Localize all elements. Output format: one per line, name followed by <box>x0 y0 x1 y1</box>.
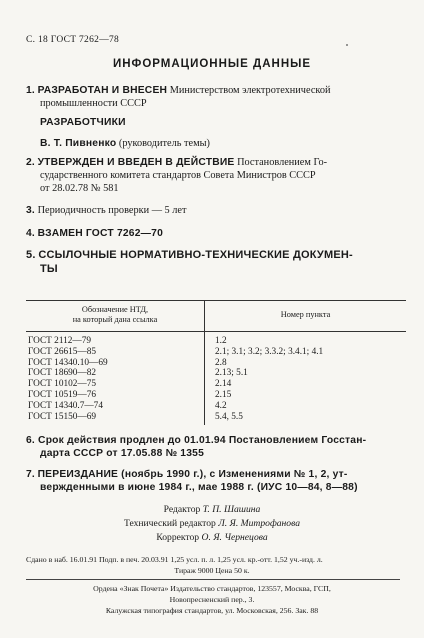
editors-block <box>0 503 424 545</box>
corrector-line: Корректор О. Я. Чернецова <box>156 532 268 543</box>
item-5-number: 5. <box>26 249 36 261</box>
print-info-line-1: Сдано в наб. 16.01.91 Подп. в печ. 20.03.91 1,25 усл. п. л. 1,25 усл. кр.-отт. 1,52 уч.-изд. л. <box>26 555 323 564</box>
table-cell-clause: 2.15 <box>215 389 232 400</box>
column-header-document: Обозначение НТД, на который дана ссылка <box>26 301 205 332</box>
item-1 <box>26 84 331 110</box>
reference-table <box>26 300 406 425</box>
item-1-text: Министерством электротехнической <box>167 85 331 96</box>
table-row <box>26 379 406 390</box>
document-title: ИНФОРМАЦИОННЫЕ ДАННЫЕ <box>112 58 312 70</box>
table-cell-clause: 2.13; 5.1 <box>215 368 248 379</box>
table-cell-document: ГОСТ 2112—79 <box>26 332 205 347</box>
item-7-heading: ПЕРЕИЗДАНИЕ <box>37 469 119 480</box>
footer-line-1: Ордена «Знак Почета» Издательство стандартов, 123557, Москва, ГСП, <box>93 584 331 593</box>
developers-entry <box>26 137 210 150</box>
table-header-row <box>26 301 406 332</box>
developers-block <box>26 116 126 129</box>
table-cell-document: ГОСТ 10519—76 <box>26 390 205 401</box>
column-header-clause: Номер пункта <box>205 301 407 332</box>
print-info-line-2: Тираж 9000 Цена 50 к. <box>174 566 250 575</box>
item-4-number: 4. <box>26 228 35 239</box>
item-1-line-2: промышленности СССР <box>40 98 147 109</box>
table-row <box>26 347 406 358</box>
item-1-number: 1. <box>26 85 35 96</box>
footer-line-3: Калужская типография стандартов, ул. Московская, 256. Зак. 88 <box>105 606 319 615</box>
item-2-line-3: от 28.02.78 № 581 <box>40 183 119 194</box>
item-6 <box>26 434 366 460</box>
item-6-number: 6. <box>26 435 35 446</box>
table-row <box>26 332 406 347</box>
item-2 <box>26 156 327 195</box>
item-5 <box>26 249 353 276</box>
developer-role: (руководитель темы) <box>116 138 210 149</box>
footer-divider <box>26 579 400 580</box>
table-cell-clause: 1.2 <box>215 336 227 346</box>
tech-editor-name: Л. Я. Митрофанова <box>218 518 301 529</box>
item-6-line-2: дарта СССР от 17.05.88 № 1355 <box>40 448 205 459</box>
footer-line-2: Новопресненский пер., 3. <box>169 595 255 604</box>
table-cell-document: ГОСТ 15150—69 <box>26 412 205 426</box>
table-cell-clause: 5.4, 5.5 <box>215 411 243 422</box>
item-5-line-2: ТЫ <box>40 262 58 275</box>
table-row <box>26 412 406 426</box>
page-header: С. 18 ГОСТ 7262—78 <box>26 35 120 45</box>
item-2-text: Постановлением Го- <box>234 157 328 168</box>
editor-line: Редактор Т. П. Шашина <box>163 504 261 515</box>
table-cell-clause: 2.14 <box>215 379 232 390</box>
table-cell-document: ГОСТ 14340.10—69 <box>26 358 205 369</box>
table-row <box>26 368 406 379</box>
item-3-number: 3. <box>26 205 35 216</box>
tech-editor-line: Технический редактор Л. Я. Митрофанова <box>123 518 301 529</box>
table-cell-document: ГОСТ 10102—75 <box>26 379 205 390</box>
item-7-text: (ноябрь 1990 г.), с Изменениями № 1, 2, ут- <box>118 469 348 480</box>
item-5-heading: ССЫЛОЧНЫЕ НОРМАТИВНО-ТЕХНИЧЕСКИЕ ДОКУМЕН- <box>38 249 353 261</box>
corrector-name: О. Я. Чернецова <box>201 532 268 543</box>
item-2-heading: УТВЕРЖДЕН И ВВЕДЕН В ДЕЙСТВИЕ <box>37 157 235 168</box>
item-4 <box>26 227 163 240</box>
table-cell-document: ГОСТ 18690—82 <box>26 368 205 379</box>
table-cell-document: ГОСТ 26615—85 <box>26 347 205 358</box>
table-row <box>26 358 406 369</box>
item-2-line-2: сударственного комитета стандартов Совета Министров СССР <box>40 170 316 181</box>
item-3 <box>26 204 187 217</box>
item-6-text: Срок действия продлен до 01.01.94 Постановлением Госстан- <box>35 435 367 446</box>
item-2-number: 2. <box>26 157 35 168</box>
table-cell-document: ГОСТ 14340.7—74 <box>26 401 205 412</box>
editor-name: Т. П. Шашина <box>202 504 261 515</box>
table-row <box>26 390 406 401</box>
print-speck <box>346 44 348 46</box>
table-row <box>26 401 406 412</box>
table-cell-clause: 4.2 <box>215 400 227 411</box>
table-cell-clause: 2.1; 3.1; 3.2; 3.3.2; 3.4.1; 4.1 <box>215 346 324 357</box>
table-cell-clause: 2.8 <box>215 357 227 368</box>
item-3-text: Периодичность проверки — 5 лет <box>35 205 187 216</box>
item-7 <box>26 468 358 494</box>
item-7-number: 7. <box>26 469 35 480</box>
item-4-heading: ВЗАМЕН ГОСТ 7262—70 <box>37 228 164 239</box>
developers-heading: РАЗРАБОТЧИКИ <box>40 117 126 128</box>
developer-name: В. Т. Пивненко <box>40 138 117 149</box>
item-7-line-2: вержденными в июне 1984 г., мае 1988 г. (ИУС 10—84, 8—88) <box>40 482 358 493</box>
item-1-heading: РАЗРАБОТАН И ВНЕСЕН <box>37 85 168 96</box>
